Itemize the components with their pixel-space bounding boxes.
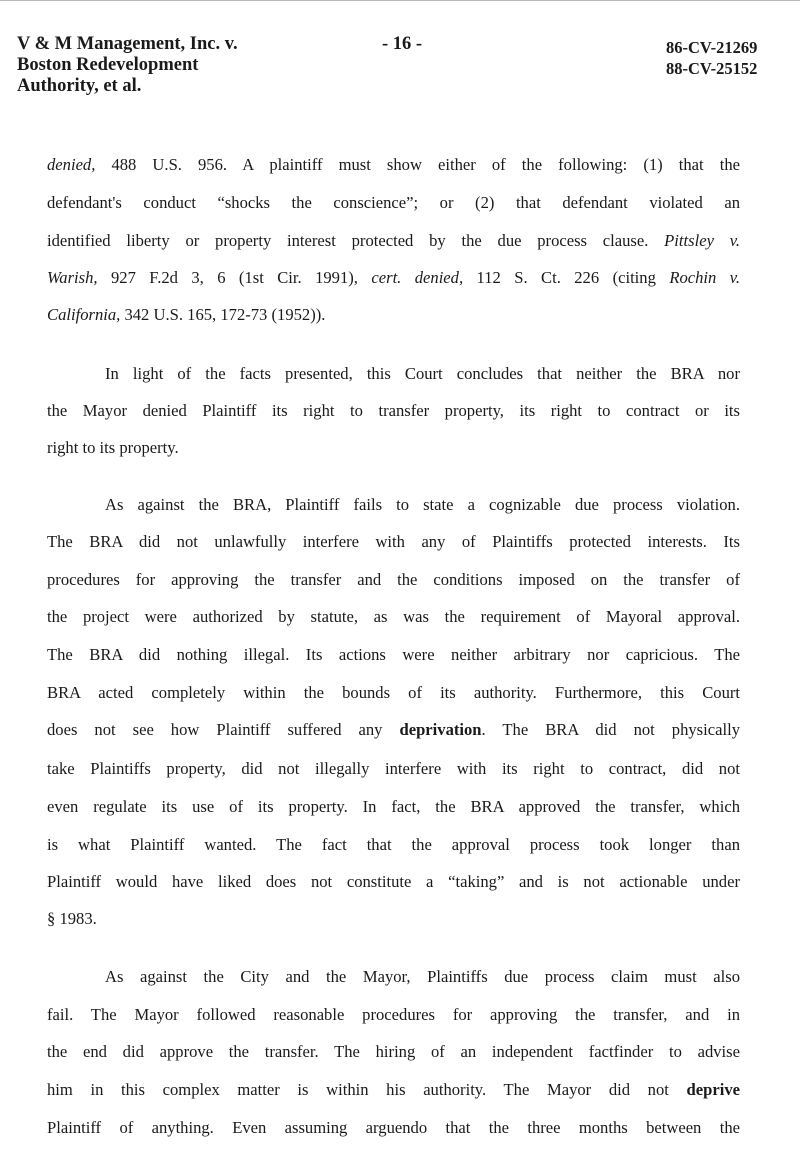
citation-italic: cert. denied, bbox=[371, 268, 464, 287]
text-line: the end did approve the transfer. The hiring of an independent factfinder to advise bbox=[47, 1042, 740, 1061]
text-segment: . The BRA did not physically bbox=[481, 720, 740, 739]
case-name-italic: Rochin v. bbox=[669, 268, 741, 287]
text-line: § 1983. bbox=[47, 909, 97, 928]
case-caption-line: V & M Management, Inc. v. bbox=[17, 34, 238, 54]
case-name-italic: Pittsley v. bbox=[664, 231, 740, 250]
text-line: even regulate its use of its property. In fact, the BRA approved the transfer, which bbox=[47, 797, 740, 816]
text-line bbox=[47, 305, 740, 325]
text-line bbox=[47, 155, 740, 175]
text-line: right to its property. bbox=[47, 438, 179, 457]
page-number: - 16 - bbox=[382, 34, 423, 54]
text-line: The BRA did not unlawfully interfere with any of Plaintiffs protected interests. Its bbox=[47, 532, 740, 551]
text-line: As against the BRA, Plaintiff fails to state a cognizable due process violation. bbox=[105, 495, 740, 514]
text-line bbox=[47, 268, 740, 288]
text-line: The BRA did nothing illegal. Its actions were neither arbitrary nor capricious. The bbox=[47, 645, 740, 664]
text-segment: him in this complex matter is within his authority. The Mayor did not bbox=[47, 1080, 687, 1099]
case-name-italic: Warish, bbox=[47, 268, 98, 287]
emphasis-bold: deprive bbox=[686, 1080, 740, 1099]
text-line: defendant's conduct “shocks the conscience”; or (2) that defendant violated an bbox=[47, 193, 740, 212]
text-line bbox=[47, 231, 740, 251]
scan-top-edge bbox=[0, 0, 800, 1]
text-line: is what Plaintiff wanted. The fact that the approval process took longer than bbox=[47, 835, 740, 854]
text-line bbox=[47, 1080, 740, 1100]
case-caption bbox=[17, 34, 238, 97]
case-caption-line: Authority, et al. bbox=[17, 76, 142, 96]
text-segment: 927 F.2d 3, 6 (1st Cir. 1991), bbox=[97, 268, 372, 287]
text-line: As against the City and the Mayor, Plaintiffs due process claim must also bbox=[105, 967, 740, 986]
docket-number: 88-CV-25152 bbox=[666, 59, 758, 78]
text-line: the project were authorized by statute, as was the requirement of Mayoral approval. bbox=[47, 607, 740, 626]
citation-italic: denied, bbox=[47, 155, 96, 174]
docket-numbers bbox=[666, 37, 757, 79]
text-line: procedures for approving the transfer and the conditions imposed on the transfer of bbox=[47, 570, 740, 589]
text-segment: identified liberty or property interest protected by the due process clause. bbox=[47, 231, 665, 250]
case-caption-line: Boston Redevelopment bbox=[17, 55, 199, 75]
emphasis-bold: deprivation bbox=[399, 720, 482, 739]
text-line: BRA acted completely within the bounds of its authority. Furthermore, this Court bbox=[47, 683, 740, 702]
text-line: In light of the facts presented, this Court concludes that neither the BRA nor bbox=[105, 364, 740, 383]
text-line: the Mayor denied Plaintiff its right to transfer property, its right to contract or its bbox=[47, 401, 740, 420]
text-segment: 488 U.S. 956. A plaintiff must show either of the following: (1) that the bbox=[95, 155, 740, 174]
text-line: Plaintiff of anything. Even assuming arguendo that the three months between the bbox=[47, 1118, 740, 1137]
text-segment: 342 U.S. 165, 172-73 (1952)). bbox=[120, 305, 326, 324]
case-name-italic: California, bbox=[47, 305, 121, 324]
text-line: take Plaintiffs property, did not illegally interfere with its right to contract, did not bbox=[47, 759, 740, 778]
text-segment: 112 S. Ct. 226 (citing bbox=[463, 268, 670, 287]
text-line: Plaintiff would have liked does not constitute a “taking” and is not actionable under bbox=[47, 872, 740, 891]
docket-number: 86-CV-21269 bbox=[666, 38, 758, 57]
text-line: fail. The Mayor followed reasonable procedures for approving the transfer, and in bbox=[47, 1005, 740, 1024]
text-segment: does not see how Plaintiff suffered any bbox=[47, 720, 400, 739]
text-line bbox=[47, 720, 740, 740]
